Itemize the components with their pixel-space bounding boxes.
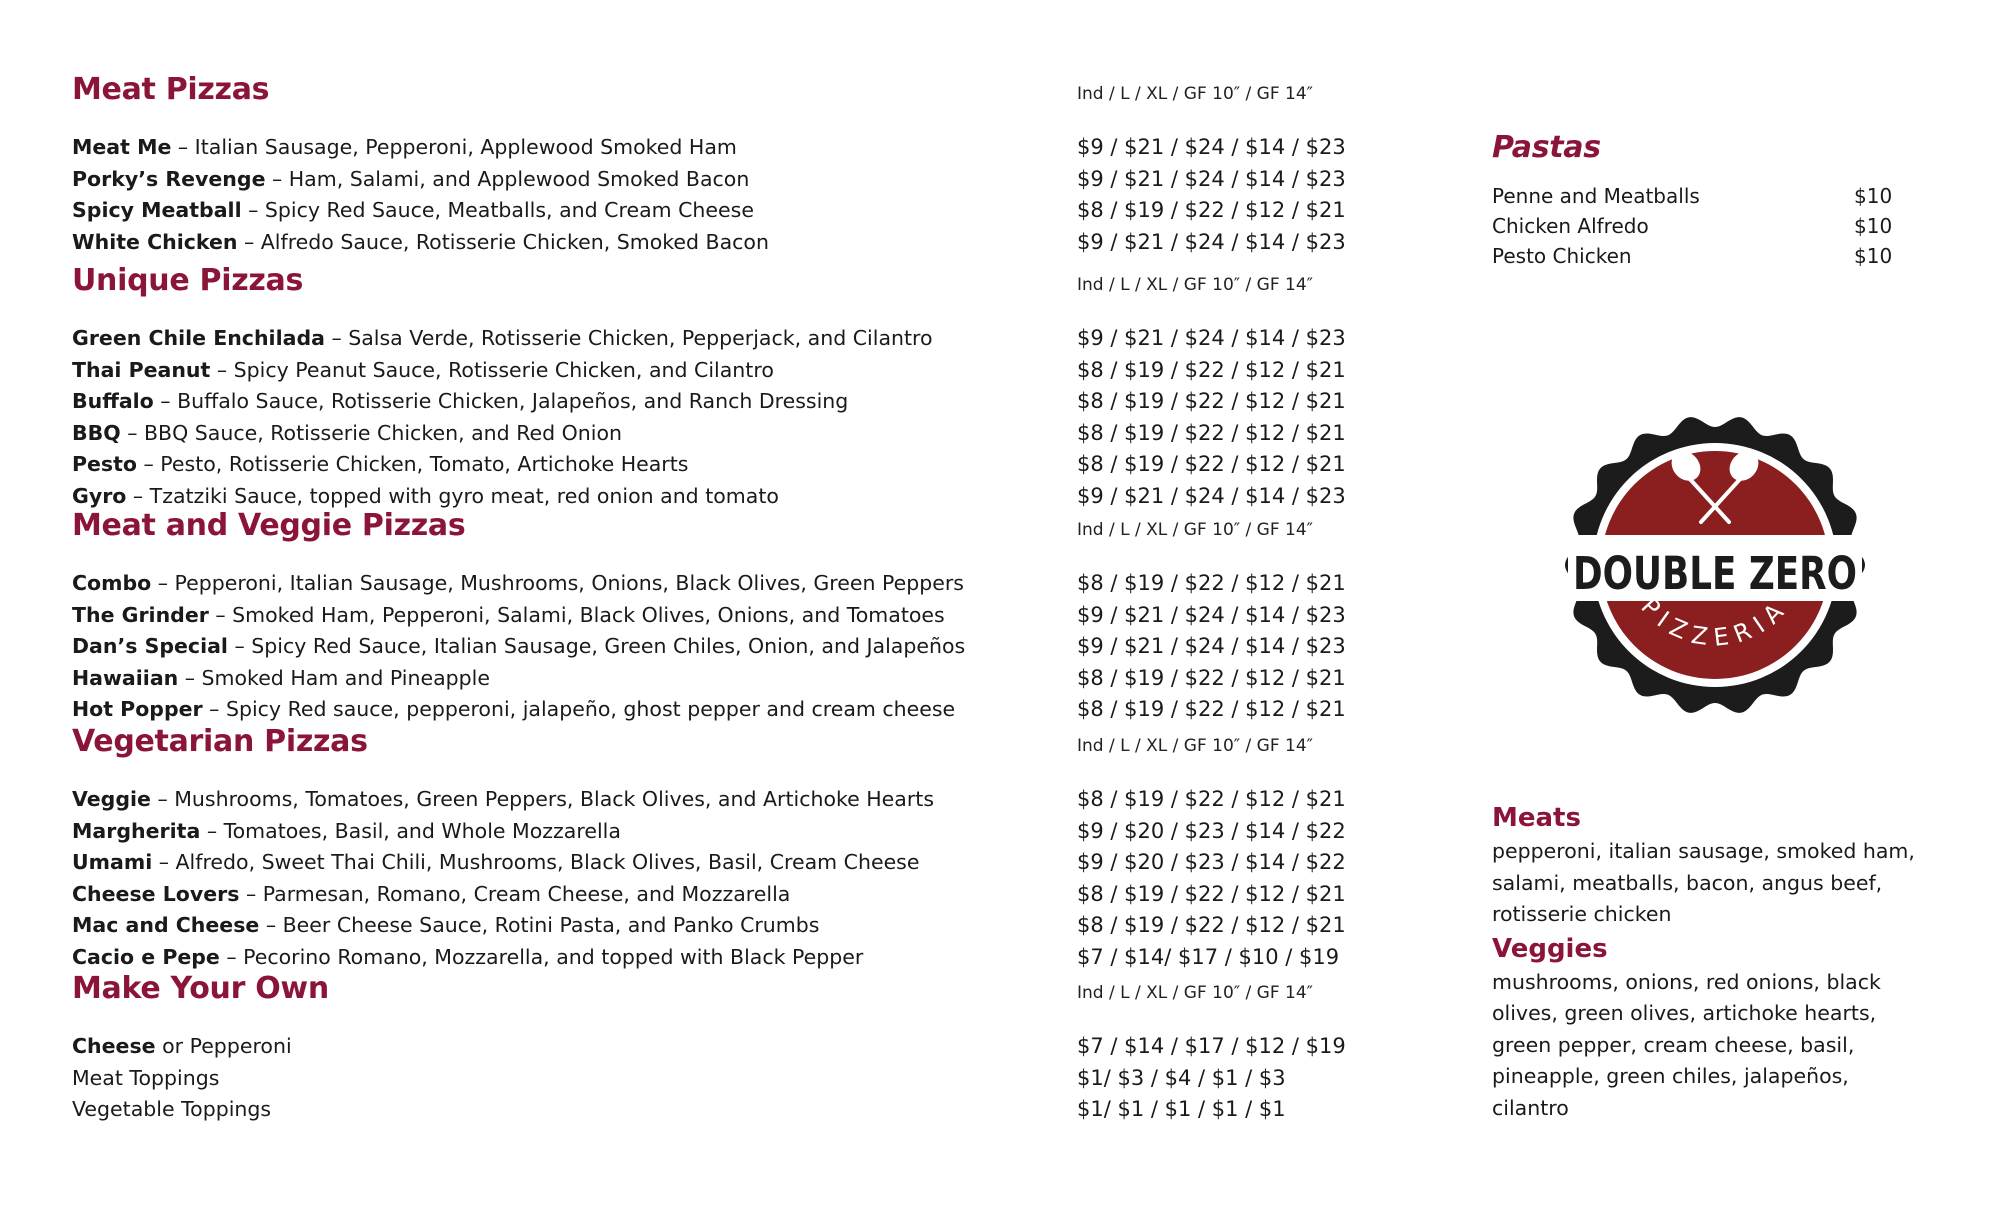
item-price: $9 / $21 / $24 / $14 / $23	[1077, 483, 1346, 508]
menu-item	[72, 784, 1392, 816]
section-title: Meat Pizzas	[72, 72, 270, 107]
item-price: $8 / $19 / $22 / $12 / $21	[1077, 198, 1346, 222]
pasta-name: Penne and Meatballs	[1492, 184, 1700, 208]
menu-items	[72, 568, 1392, 726]
item-price: $8 / $19 / $22 / $12 / $21	[1077, 420, 1346, 445]
menu-item	[72, 323, 1392, 355]
item-price: $8 / $19 / $22 / $12 / $21	[1077, 389, 1346, 413]
item-price: $8 / $19 / $22 / $12 / $21	[1077, 665, 1346, 690]
item-desc: – Tomatoes, Basil, and Whole Mozzarella	[200, 818, 621, 843]
toppings-section	[1492, 800, 1952, 1124]
size-header: Ind / L / XL / GF 10″ / GF 14″	[1077, 983, 1313, 1003]
menu-items	[72, 784, 1392, 973]
item-desc: – Tzatziki Sauce, topped with gyro meat, red onion and tomato	[126, 483, 779, 508]
menu-item	[72, 631, 1392, 663]
pasta-price: $10	[1854, 244, 1893, 268]
menu-item	[72, 164, 1392, 196]
item-desc: – Pecorino Romano, Mozzarella, and topped with Black Pepper	[219, 944, 864, 969]
item-price: $7 / $14 / $17 / $12 / $19	[1077, 1034, 1346, 1058]
size-header: Ind / L / XL / GF 10″ / GF 14″	[1077, 520, 1313, 540]
item-desc: Vegetable Toppings	[72, 1097, 272, 1121]
item-price: $9 / $21 / $24 / $14 / $23	[1077, 229, 1346, 254]
size-header: Ind / L / XL / GF 10″ / GF 14″	[1077, 275, 1313, 295]
item-name: The Grinder	[72, 602, 209, 627]
item-price: $9 / $20 / $23 / $14 / $22	[1077, 818, 1346, 843]
item-desc: – Spicy Red Sauce, Italian Sausage, Green Chiles, Onion, and Jalapeños	[227, 634, 966, 658]
item-price: $1/ $3 / $4 / $1 / $3	[1077, 1065, 1286, 1090]
item-desc: or Pepperoni	[155, 1034, 292, 1058]
pastas-title: Pastas	[1492, 130, 1601, 165]
section-meat-pizzas	[72, 72, 1392, 258]
item-name: Pesto	[72, 452, 138, 476]
item-name: Green Chile Enchilada	[72, 326, 325, 350]
item-name: Spicy Meatball	[72, 198, 242, 222]
item-desc: – Ham, Salami, and Applewood Smoked Bacon	[265, 166, 750, 191]
item-price: $1/ $1 / $1 / $1 / $1	[1077, 1097, 1286, 1121]
section-title: Unique Pizzas	[72, 263, 304, 298]
size-header: Ind / L / XL / GF 10″ / GF 14″	[1077, 736, 1313, 756]
meats-title: Meats	[1492, 803, 1581, 833]
item-price: $9 / $21 / $24 / $14 / $23	[1077, 166, 1346, 191]
item-name: Cacio e Pepe	[72, 944, 220, 969]
item-desc: – BBQ Sauce, Rotisserie Chicken, and Red Onion	[120, 420, 623, 445]
item-desc: – Smoked Ham and Pineapple	[178, 665, 490, 690]
item-price: $8 / $19 / $22 / $12 / $21	[1077, 357, 1346, 382]
item-name: Buffalo	[72, 389, 154, 413]
veggies-title: Veggies	[1492, 933, 1608, 964]
item-desc: – Spicy Red Sauce, Meatballs, and Cream Cheese	[241, 198, 754, 222]
item-desc: – Alfredo, Sweet Thai Chili, Mushrooms, Black Olives, Basil, Cream Cheese	[152, 850, 920, 874]
pasta-price: $10	[1854, 214, 1893, 238]
pastas-section	[1492, 130, 1952, 271]
item-name: Combo	[72, 571, 152, 595]
meats-list: pepperoni, italian sausage, smoked ham, salami, meatballs, bacon, angus beef, rotisserie chicken	[1492, 839, 1915, 926]
section-header	[72, 508, 1392, 552]
menu-item	[72, 195, 1392, 227]
item-desc: – Pepperoni, Italian Sausage, Mushrooms, Onions, Black Olives, Green Peppers	[151, 571, 964, 595]
item-name: Mac and Cheese	[72, 913, 260, 937]
section-header	[72, 971, 1392, 1015]
menu-item	[72, 1094, 1392, 1126]
pasta-item	[1492, 211, 1952, 241]
item-name: Cheese Lovers	[72, 881, 240, 906]
section-make-your-own	[72, 971, 1392, 1126]
menu-item	[72, 449, 1392, 481]
menu-item	[72, 386, 1392, 418]
menu-items	[72, 323, 1392, 512]
item-name: BBQ	[72, 420, 121, 445]
menu-item	[72, 942, 1392, 974]
menu-item	[72, 694, 1392, 726]
menu-item	[72, 847, 1392, 879]
logo-subtitle: PIZZERIA	[1635, 592, 1795, 652]
item-name: Hawaiian	[72, 665, 179, 690]
veggies-list: mushrooms, onions, red onions, black olives, green olives, artichoke hearts, green pepper, cream cheese, basil, pineapple, green chiles, jalapeños, cilantro	[1492, 969, 1881, 1120]
menu-item	[72, 355, 1392, 387]
pasta-name: Pesto Chicken	[1492, 244, 1632, 268]
item-name: Meat Me	[72, 135, 172, 159]
menu-item	[72, 227, 1392, 259]
item-price: $8 / $19 / $22 / $12 / $21	[1077, 571, 1346, 595]
section-title: Vegetarian Pizzas	[72, 724, 368, 759]
item-price: $9 / $21 / $24 / $14 / $23	[1077, 602, 1346, 627]
menu-item	[72, 879, 1392, 911]
item-name: Cheese	[72, 1034, 156, 1058]
size-header: Ind / L / XL / GF 10″ / GF 14″	[1077, 84, 1313, 104]
item-desc: – Buffalo Sauce, Rotisserie Chicken, Jalapeños, and Ranch Dressing	[153, 389, 849, 413]
pasta-name: Chicken Alfredo	[1492, 214, 1649, 238]
double-zero-logo	[1562, 412, 1868, 718]
menu-item	[72, 910, 1392, 942]
item-price: $7 / $14/ $17 / $10 / $19	[1077, 944, 1340, 969]
section-title: Meat and Veggie Pizzas	[72, 508, 466, 543]
pasta-item	[1492, 181, 1952, 211]
item-desc: – Italian Sausage, Pepperoni, Applewood Smoked Ham	[171, 135, 737, 159]
item-price: $8 / $19 / $22 / $12 / $21	[1077, 787, 1346, 811]
item-desc: – Salsa Verde, Rotisserie Chicken, Pepperjack, and Cilantro	[324, 326, 933, 350]
menu-item	[72, 1063, 1392, 1095]
item-name: Hot Popper	[72, 697, 203, 721]
item-price: $8 / $19 / $22 / $12 / $21	[1077, 881, 1346, 906]
section-unique-pizzas	[72, 263, 1392, 512]
menu-item	[72, 600, 1392, 632]
item-desc: – Beer Cheese Sauce, Rotini Pasta, and Panko Crumbs	[259, 913, 820, 937]
pasta-item	[1492, 241, 1952, 271]
item-name: Margherita	[72, 818, 201, 843]
menu-items	[72, 132, 1392, 258]
item-desc: Meat Toppings	[72, 1065, 220, 1090]
item-price: $9 / $21 / $24 / $14 / $23	[1077, 634, 1346, 658]
item-desc: – Spicy Red sauce, pepperoni, jalapeño, ghost pepper and cream cheese	[202, 697, 956, 721]
item-name: Veggie	[72, 787, 151, 811]
menu-item	[72, 816, 1392, 848]
menu-item	[72, 132, 1392, 164]
item-desc: – Mushrooms, Tomatoes, Green Peppers, Black Olives, and Artichoke Hearts	[150, 787, 935, 811]
logo-title: DOUBLE ZERO	[1573, 547, 1857, 600]
item-price: $8 / $19 / $22 / $12 / $21	[1077, 913, 1346, 937]
section-header	[72, 724, 1392, 768]
section-header	[72, 263, 1392, 307]
item-price: $9 / $21 / $24 / $14 / $23	[1077, 326, 1346, 350]
item-desc: – Alfredo Sauce, Rotisserie Chicken, Smoked Bacon	[237, 229, 769, 254]
item-name: Thai Peanut	[72, 357, 211, 382]
item-desc: – Spicy Peanut Sauce, Rotisserie Chicken, and Cilantro	[210, 357, 774, 382]
item-price: $9 / $21 / $24 / $14 / $23	[1077, 135, 1346, 159]
item-name: Umami	[72, 850, 153, 874]
section-meat-and-veggie-pizzas	[72, 508, 1392, 726]
item-price: $9 / $20 / $23 / $14 / $22	[1077, 850, 1346, 874]
item-name: Dan’s Special	[72, 634, 228, 658]
section-header	[72, 72, 1392, 116]
item-price: $8 / $19 / $22 / $12 / $21	[1077, 697, 1346, 721]
pasta-price: $10	[1854, 184, 1893, 208]
menu-item	[72, 663, 1392, 695]
item-name: Gyro	[72, 483, 127, 508]
section-vegetarian-pizzas	[72, 724, 1392, 973]
item-name: Porky’s Revenge	[72, 166, 266, 191]
item-desc: – Smoked Ham, Pepperoni, Salami, Black Olives, Onions, and Tomatoes	[208, 602, 945, 627]
item-name: White Chicken	[72, 229, 238, 254]
item-price: $8 / $19 / $22 / $12 / $21	[1077, 452, 1346, 476]
menu-items	[72, 1031, 1392, 1126]
menu-item	[72, 1031, 1392, 1063]
section-title: Make Your Own	[72, 971, 329, 1006]
item-desc: – Parmesan, Romano, Cream Cheese, and Mozzarella	[239, 881, 791, 906]
item-desc: – Pesto, Rotisserie Chicken, Tomato, Artichoke Hearts	[137, 452, 689, 476]
menu-item	[72, 418, 1392, 450]
menu-item	[72, 568, 1392, 600]
